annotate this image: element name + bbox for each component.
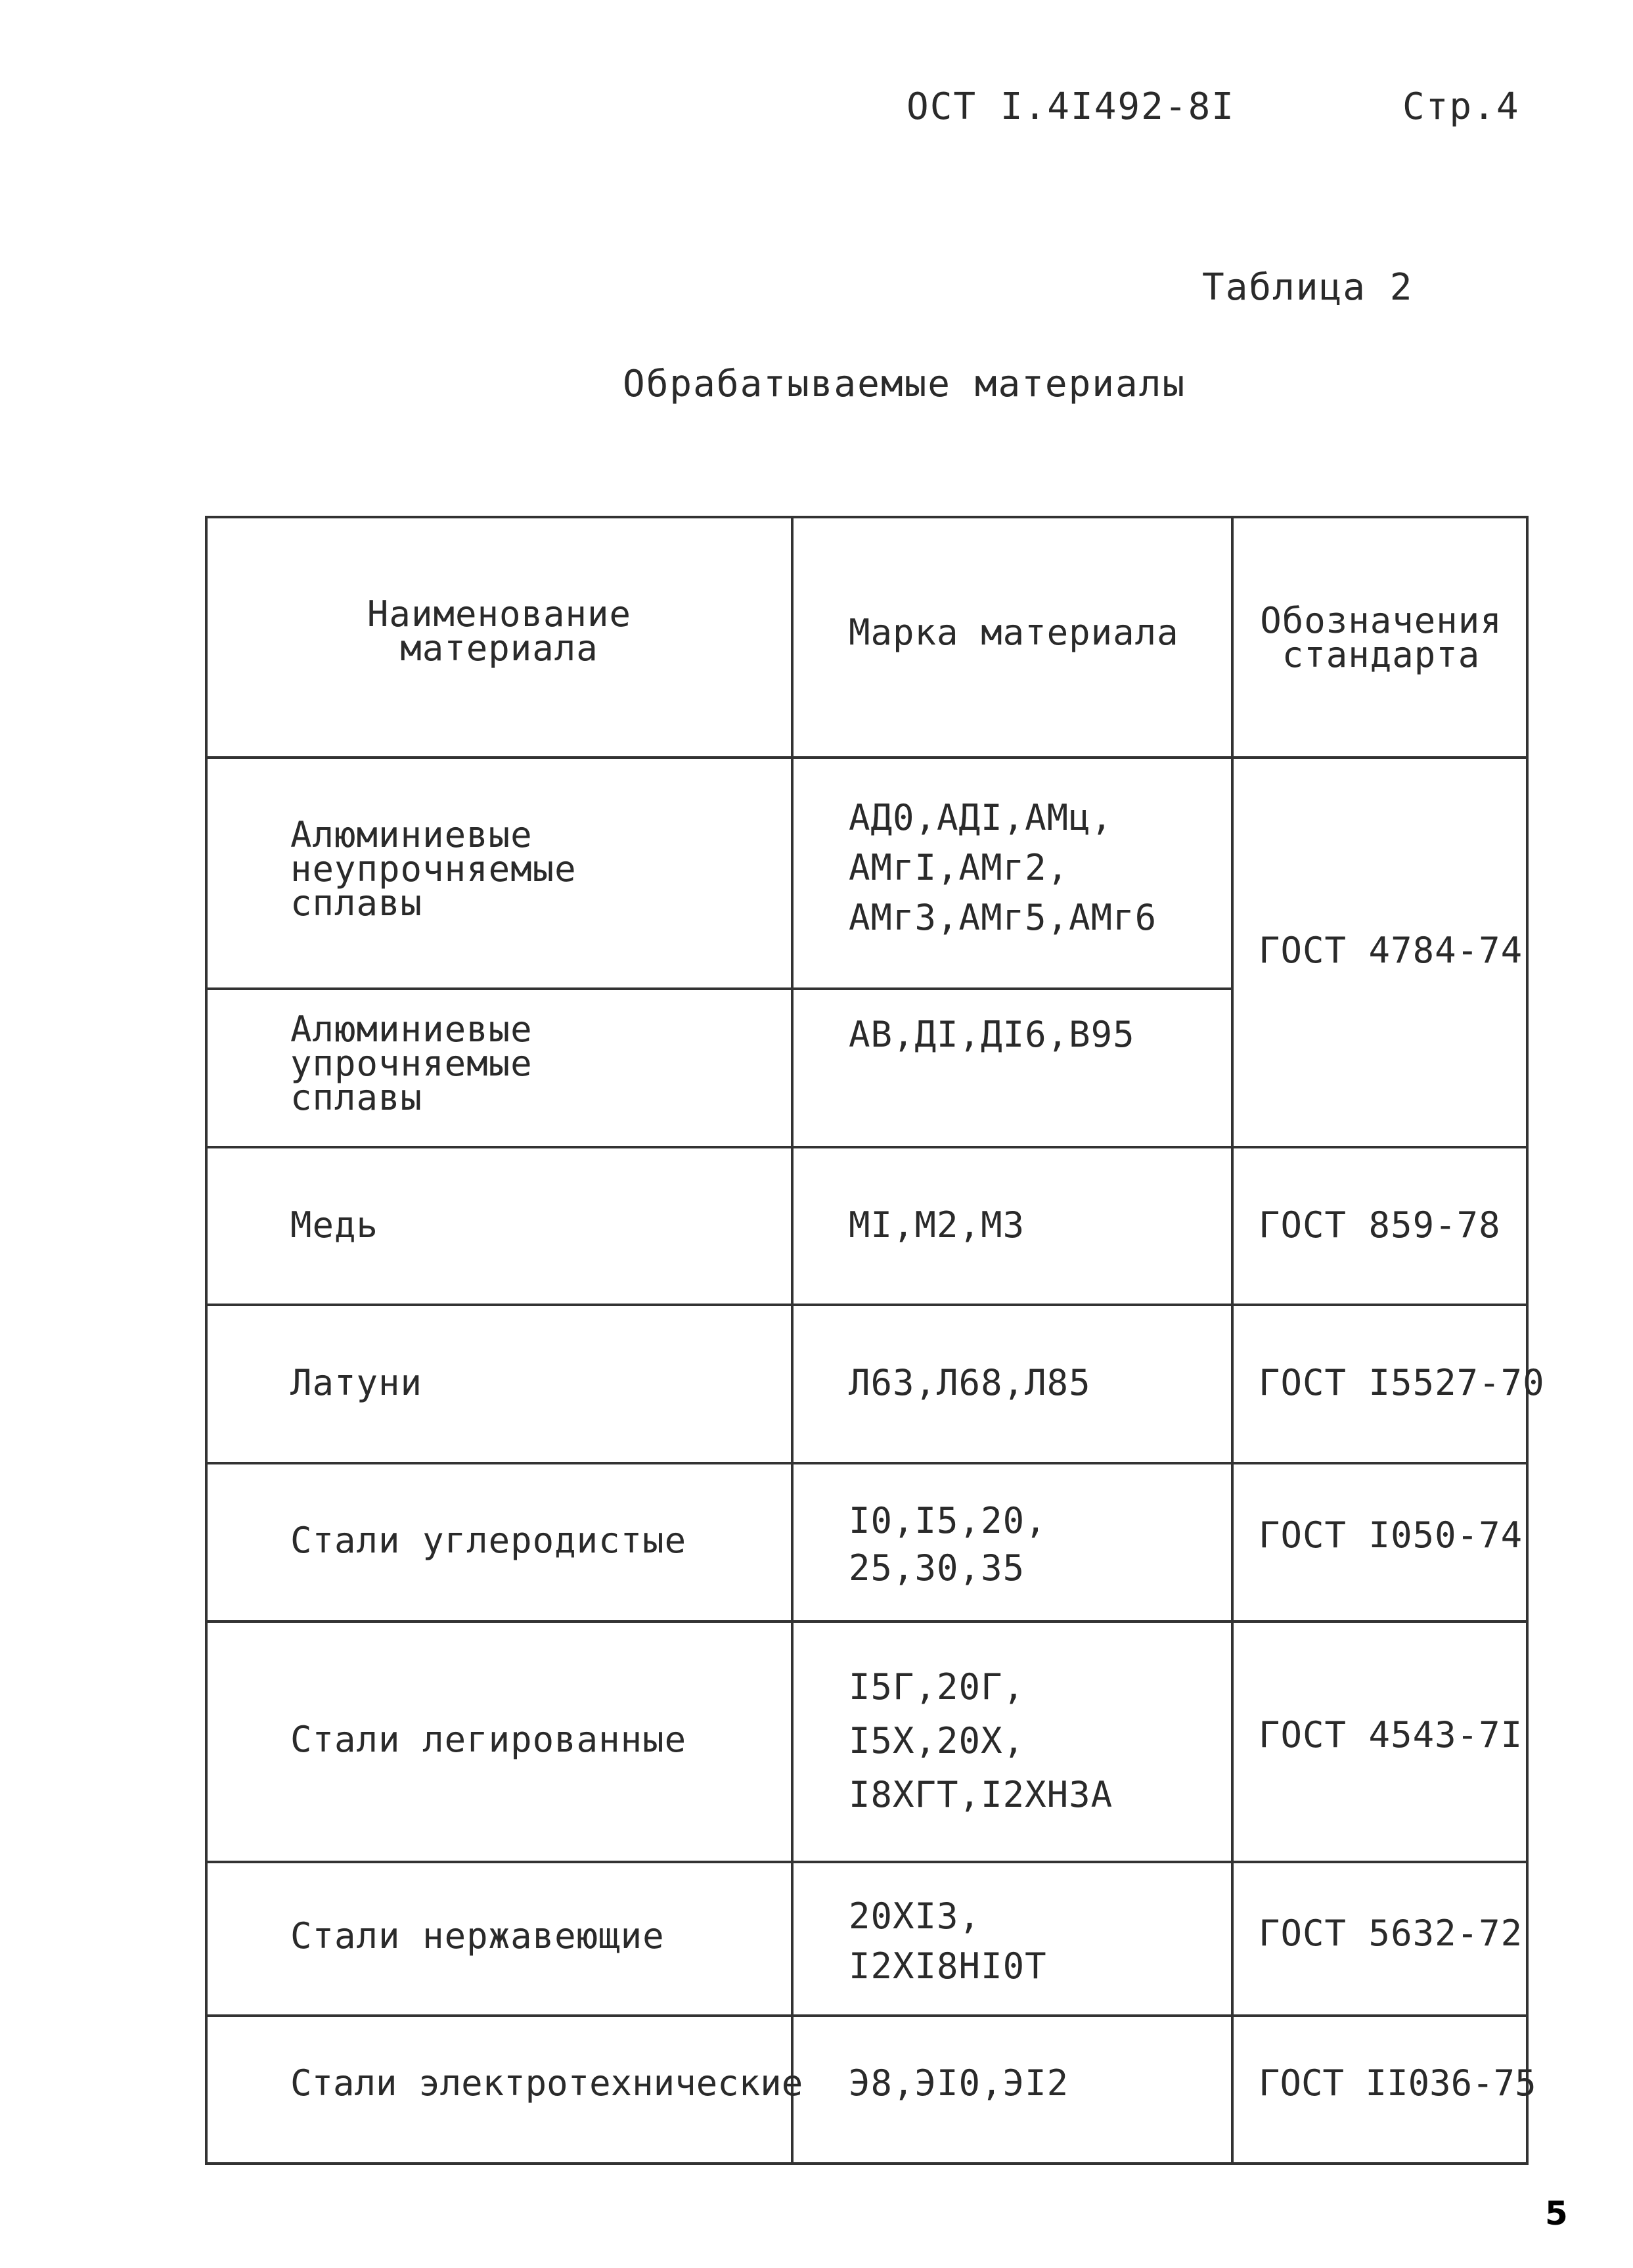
standard: ГОСТ 4543-7I [1259,1714,1523,1756]
standard: ГОСТ 859-78 [1259,1204,1501,1246]
material-name [290,1719,687,1760]
table-title: Обрабатываемые материалы [623,363,1186,405]
text-line: Стали легированные [290,1719,687,1760]
material-grade [849,1497,1047,1592]
row-divider [208,756,1529,759]
material-name [290,1520,687,1561]
material-grade [849,1660,1113,1822]
standard: ГОСТ 5632-72 [1259,1913,1523,1954]
text-line: МI,М2,М3 [849,1204,1025,1246]
material-name [290,1915,665,1957]
text-line: неупрочняемые [290,848,577,890]
text-line: АД0,АДI,АМц, [849,797,1113,838]
row-divider [208,1462,1529,1464]
text-line: АВ,ДI,ДI6,В95 [849,1014,1135,1055]
material-name [290,2062,803,2104]
material-name [290,1204,379,1246]
material-name [290,1009,533,1118]
text-line: сплавы [290,882,423,924]
header-line: Обозначения [1260,600,1502,641]
row-divider [208,1861,1529,1863]
header-line: Наименование [367,593,632,635]
column-divider [1231,518,1234,2165]
text-line: 20ХI3, [849,1895,981,1937]
standard: ГОСТ I050-74 [1259,1514,1523,1556]
header-material-name [208,593,791,669]
materials-table [205,516,1545,2165]
material-grade [849,1892,1047,1991]
standard: ГОСТ II036-75 [1259,2062,1536,2104]
page-label: Стр.4 [1402,85,1520,128]
text-line: Э8,ЭI0,ЭI2 [849,2062,1069,2104]
text-line: АМг3,АМг5,АМг6 [849,897,1157,938]
text-line: I8ХГТ,I2ХН3А [849,1774,1113,1815]
header-line: материала [400,627,598,669]
header-standard [1234,600,1529,675]
text-line: Медь [290,1204,379,1246]
table-label: Таблица 2 [1202,266,1414,309]
text-line: 25,30,35 [849,1547,1025,1589]
column-divider [791,518,794,2165]
row-divider [208,1620,1529,1623]
text-line: Стали углеродистые [290,1520,687,1561]
row-divider [208,1146,1529,1148]
text-line: Стали нержавеющие [290,1915,665,1957]
text-line: АМгI,АМг2, [849,847,1069,888]
material-grade [849,1362,1091,1403]
text-line: I2ХI8НI0Т [849,1945,1047,1987]
material-name [290,814,577,924]
text-line: упрочняемые [290,1043,533,1084]
text-line: Алюминиевые [290,1009,533,1050]
text-line: I0,I5,20, [849,1500,1047,1541]
row-divider [208,2014,1529,2017]
document-code: ОСТ I.4I492-8I [906,85,1236,128]
text-line: Стали электротехнические [290,2062,803,2104]
text-line: I5Х,20Х, [849,1720,1025,1761]
material-grade [849,793,1157,943]
standard: ГОСТ I5527-70 [1259,1362,1545,1403]
material-grade [849,1204,1025,1246]
material-grade [849,2062,1069,2104]
header-line: стандарта [1282,634,1481,675]
row-divider [208,1304,1529,1306]
material-grade [849,1014,1135,1055]
text-line: Л63,Л68,Л85 [849,1362,1091,1403]
page-number: 5 [1545,2194,1568,2233]
text-line: сплавы [290,1077,423,1118]
header-material-grade: Марка материала [849,612,1179,653]
row-divider [208,987,1234,990]
text-line: I5Г,20Г, [849,1666,1025,1708]
standard-aluminium: ГОСТ 4784-74 [1259,930,1523,971]
text-line: Латуни [290,1362,423,1403]
text-line: Алюминиевые [290,814,533,855]
material-name [290,1362,423,1403]
